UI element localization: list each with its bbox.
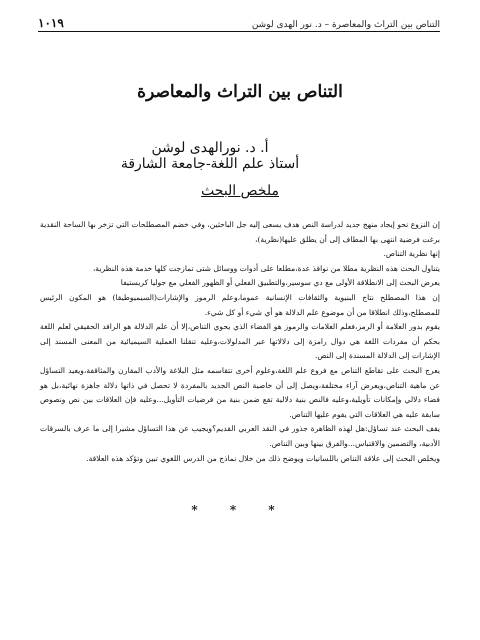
abstract-heading: ملخص البحث: [201, 183, 279, 199]
running-title: التناص بين التراث والمعاصرة – د. نور الهدى لوشن: [251, 20, 440, 30]
abstract-paragraph: يتناول البحث هذه النظرية مطلا من نوافذ عدة،مطلعا على أدوات ووسائل شتى تمازجت كلها خدمة هذه النظرية،: [92, 263, 440, 273]
header-rule: [38, 31, 440, 32]
author-affiliation: أستاذ علم اللغة-جامعة الشارقة: [120, 156, 300, 172]
abstract-body: [40, 218, 440, 466]
author-name: أ. د. نورالهدى لوشن: [151, 140, 269, 156]
abstract-paragraph: إن النزوع نحو إيجاد منهج جديد لدراسة النص هدف يسعى إليه جل الباحثين، وفي خضم المصطلحات التي تزخر بها الساحة النقدية برغت فرضية انتهى بها المطاف إلى أن يطلق عليها(نظرية)،: [40, 220, 440, 244]
end-ornament: * * *: [191, 503, 289, 517]
abstract-paragraph: يقف البحث عند تساؤل:هل لهذه الظاهرة جذور في النقد العربي القديم؟ويجيب عن هذا التساؤل مشيرا إلى ما عرف بالسرقات الأدبية، والتضمين والاقتباس...والفرق بينها وبين التناص.: [40, 424, 440, 448]
author-block: [90, 140, 330, 172]
abstract-paragraph: إن هذا المصطلح نتاج البنيوية والثقافات الإنسانية عموما،وعلم الرموز والإشارات(السيميوطيقا) هو المكون الرئيس للمصطلح،وذلك انطلاقا من أن موضوع علم الدلالة هو أي شيء أو كل شيء.: [40, 292, 440, 317]
abstract-paragraph: إنها نظرية التناص.: [383, 249, 440, 259]
abstract-paragraph: ويخلص البحث إلى علاقة التناص باللسانيات ويوضح ذلك من خلال نماذج من الدرس اللغوي تبين وتؤكد هذه العلاقة.: [86, 453, 440, 463]
abstract-paragraph: يعرض البحث إلى الانطلاقة الأولى مع دي سوسير،والتطبيق الفعلي أو الظهور الفعلي مع جوليا كريستيفا: [120, 278, 440, 288]
abstract-paragraph: يقوم بدور العلامة أو الرمز،فعلم العلامات والرموز هو الفضاء الذي يحوي التناص،إلا أن علم الدلالة هو الرافد الحقيقي لعلم اللغة بحكم أن مفردات اللغة هي دوال رامزة إلى دلالاتها عبر المدلولات،وعليه تنقلنا العملية السيميائية من المعنى المسند إلى الإشارات إلى الدلالة المسندة إلى النص.: [40, 322, 440, 361]
page-number: ١٠١٩: [38, 16, 64, 30]
abstract-paragraph: يعرج البحث على تقاطع التناص مع فروع علم اللغة،وعلوم أخرى تتقاسمه مثل البلاغة والأدب المقارن والمثاقفة،ويعيد التساؤل عن ماهية التناص،ويعرض آراء مختلفة،ويصل إلى أن خاصية النص الجديد بالمفردة لا تحصل في ذاتها دلالة جاهزة نهائية،بل هو فضاء دلالي وإمكانات تأويلية،وعليه فالنص بنية دلالية تقع ضمن بنية من فرضيات التأويل...وعليه فإن العلاقات بين نص ونصوص سابقة عليه هي العلاقات التي يقوم عليها التناص.: [40, 365, 440, 419]
article-title: التناص بين التراث والمعاصرة: [137, 82, 343, 102]
running-header: [38, 14, 440, 30]
